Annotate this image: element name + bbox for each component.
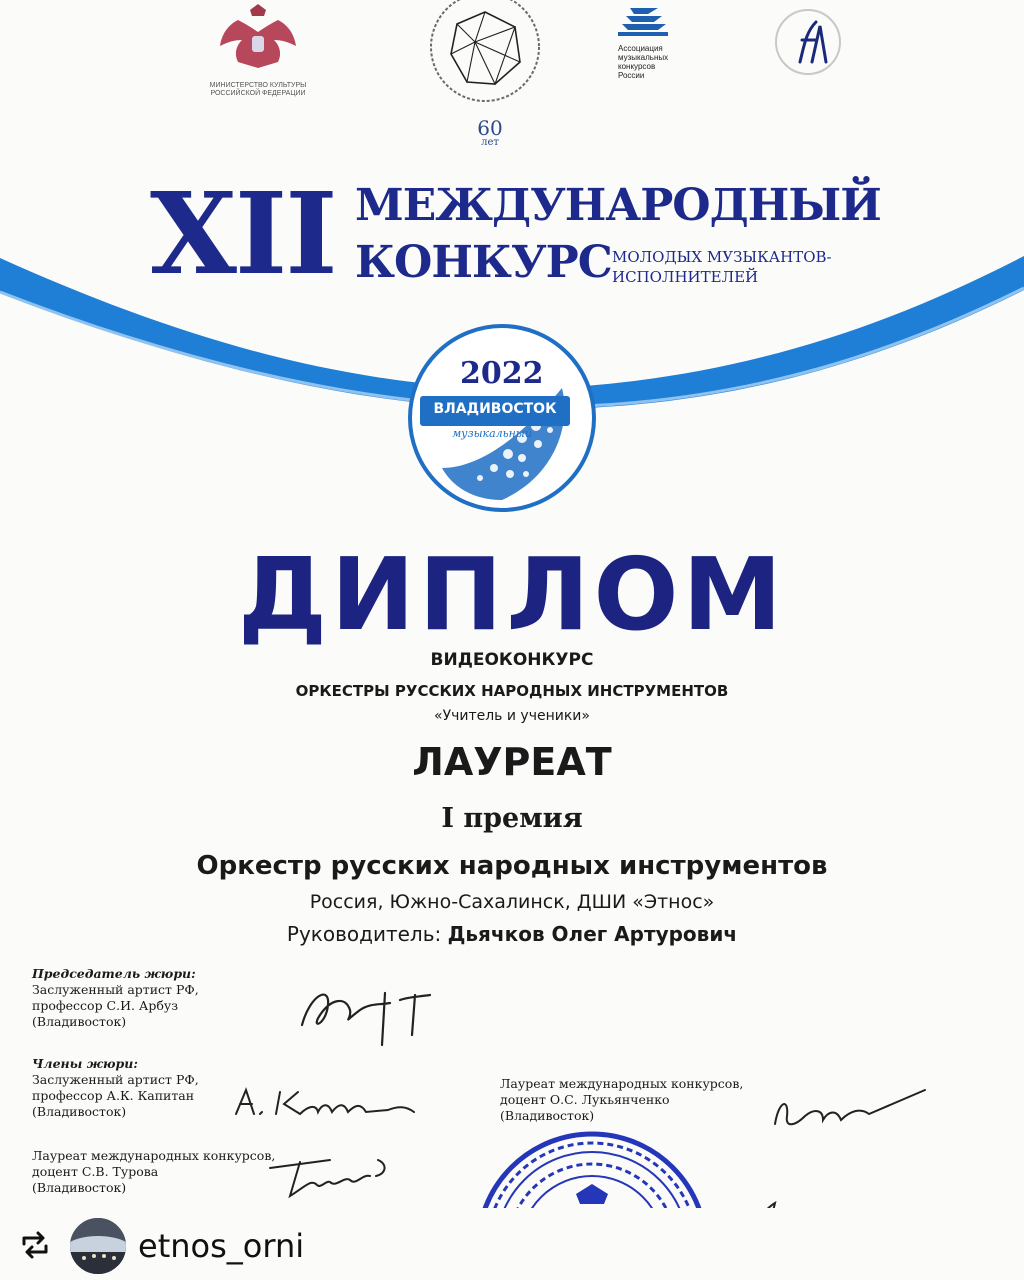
jury-members-heading: Члены жюри: — [32, 1056, 138, 1071]
signature-member-1 — [228, 1082, 438, 1127]
roman-numeral: XII — [150, 169, 336, 300]
crystal-polygon-icon — [415, 0, 555, 112]
anniversary-word: лет — [481, 137, 499, 148]
association-logo — [618, 4, 698, 94]
jury-member-3-title: Лауреат международных конкурсов, — [500, 1076, 744, 1091]
jury-chair-city: (Владивосток) — [32, 1014, 127, 1029]
jury-member-1-city: (Владивосток) — [32, 1104, 127, 1119]
ministry-line-1: МИНИСТЕРСТВО КУЛЬТУРЫ — [209, 82, 307, 89]
eagle-emblem-icon — [198, 2, 318, 74]
leader-label: Руководитель: — [286, 922, 442, 946]
repost-icon[interactable] — [18, 1230, 52, 1260]
anniversary-number: 60 — [477, 116, 503, 140]
emblem-tagline: музыкальный — [452, 427, 532, 440]
anniversary-badge — [470, 118, 510, 148]
jury-chair-name: профессор С.И. Арбуз — [32, 998, 179, 1013]
jury-member-2-name: доцент С.В. Турова — [32, 1164, 159, 1179]
headline-subtitle-2: ИСПОЛНИТЕЛЕЙ — [612, 268, 759, 286]
recipient-location: Россия, Южно-Сахалинск, ДШИ «Этнос» — [309, 891, 715, 913]
leader-line — [0, 922, 1024, 946]
headline-line-2: КОНКУРС — [355, 237, 612, 288]
jury-chair-title: Заслуженный артист РФ, — [32, 982, 199, 997]
jury-member-1-title: Заслуженный артист РФ, — [32, 1072, 199, 1087]
vladivostok-emblem — [402, 318, 602, 518]
jury-member-2-city: (Владивосток) — [32, 1180, 127, 1195]
signature-member-2 — [260, 1150, 420, 1205]
award-title: ЛАУРЕАТ — [412, 740, 612, 784]
stage-photo-icon — [70, 1218, 126, 1274]
jury-member-1-name: профессор А.К. Капитан — [32, 1088, 195, 1103]
jury-member-3-name: доцент О.С. Лукьянченко — [500, 1092, 670, 1107]
ministry-logo — [198, 2, 318, 102]
emblem-circle-icon — [402, 318, 602, 518]
diploma-subnomination: «Учитель и ученики» — [434, 708, 590, 724]
jury-chair-heading: Председатель жюри: — [32, 966, 196, 981]
prize-title: I премия — [441, 803, 583, 834]
headline-subtitle-1: МОЛОДЫХ МУЗЫКАНТОВ- — [612, 248, 832, 266]
jury-member-3-city: (Владивосток) — [500, 1108, 595, 1123]
diploma-category: ВИДЕОКОНКУРС — [430, 650, 594, 670]
headline-subtitle — [612, 247, 832, 287]
association-line-4: России — [618, 71, 645, 80]
association-line-2: музыкальных — [618, 53, 669, 62]
signature-chair — [290, 975, 450, 1070]
conservatory-logo — [772, 6, 844, 78]
emblem-year: 2022 — [460, 356, 544, 391]
fa-monogram-icon — [772, 6, 844, 78]
association-line-1: Ассоциация — [618, 44, 663, 53]
stairs-icon — [618, 4, 668, 38]
headline-line-1: МЕЖДУНАРОДНЫЙ — [355, 180, 881, 231]
academy-logo — [415, 0, 555, 112]
diploma-title: ДИПЛОМ — [237, 536, 787, 653]
recipient-name: Оркестр русских народных инструментов — [196, 851, 828, 881]
jury-member-3-block — [500, 1076, 780, 1124]
avatar[interactable] — [68, 1216, 128, 1276]
diploma-nomination: ОРКЕСТРЫ РУССКИХ НАРОДНЫХ ИНСТРУМЕНТОВ — [295, 682, 729, 700]
leader-name: Дьячков Олег Артурович — [447, 922, 738, 946]
emblem-city: ВЛАДИВОСТОК — [433, 401, 557, 417]
association-line-3: конкурсов — [618, 62, 656, 71]
jury-member-2-title: Лауреат международных конкурсов, — [32, 1148, 276, 1163]
ministry-line-2: РОССИЙСКОЙ ФЕДЕРАЦИИ — [210, 90, 306, 97]
jury-chair-block — [32, 966, 292, 1030]
repost-username[interactable]: etnos_orni — [138, 1227, 305, 1265]
signature-member-3 — [765, 1080, 935, 1145]
